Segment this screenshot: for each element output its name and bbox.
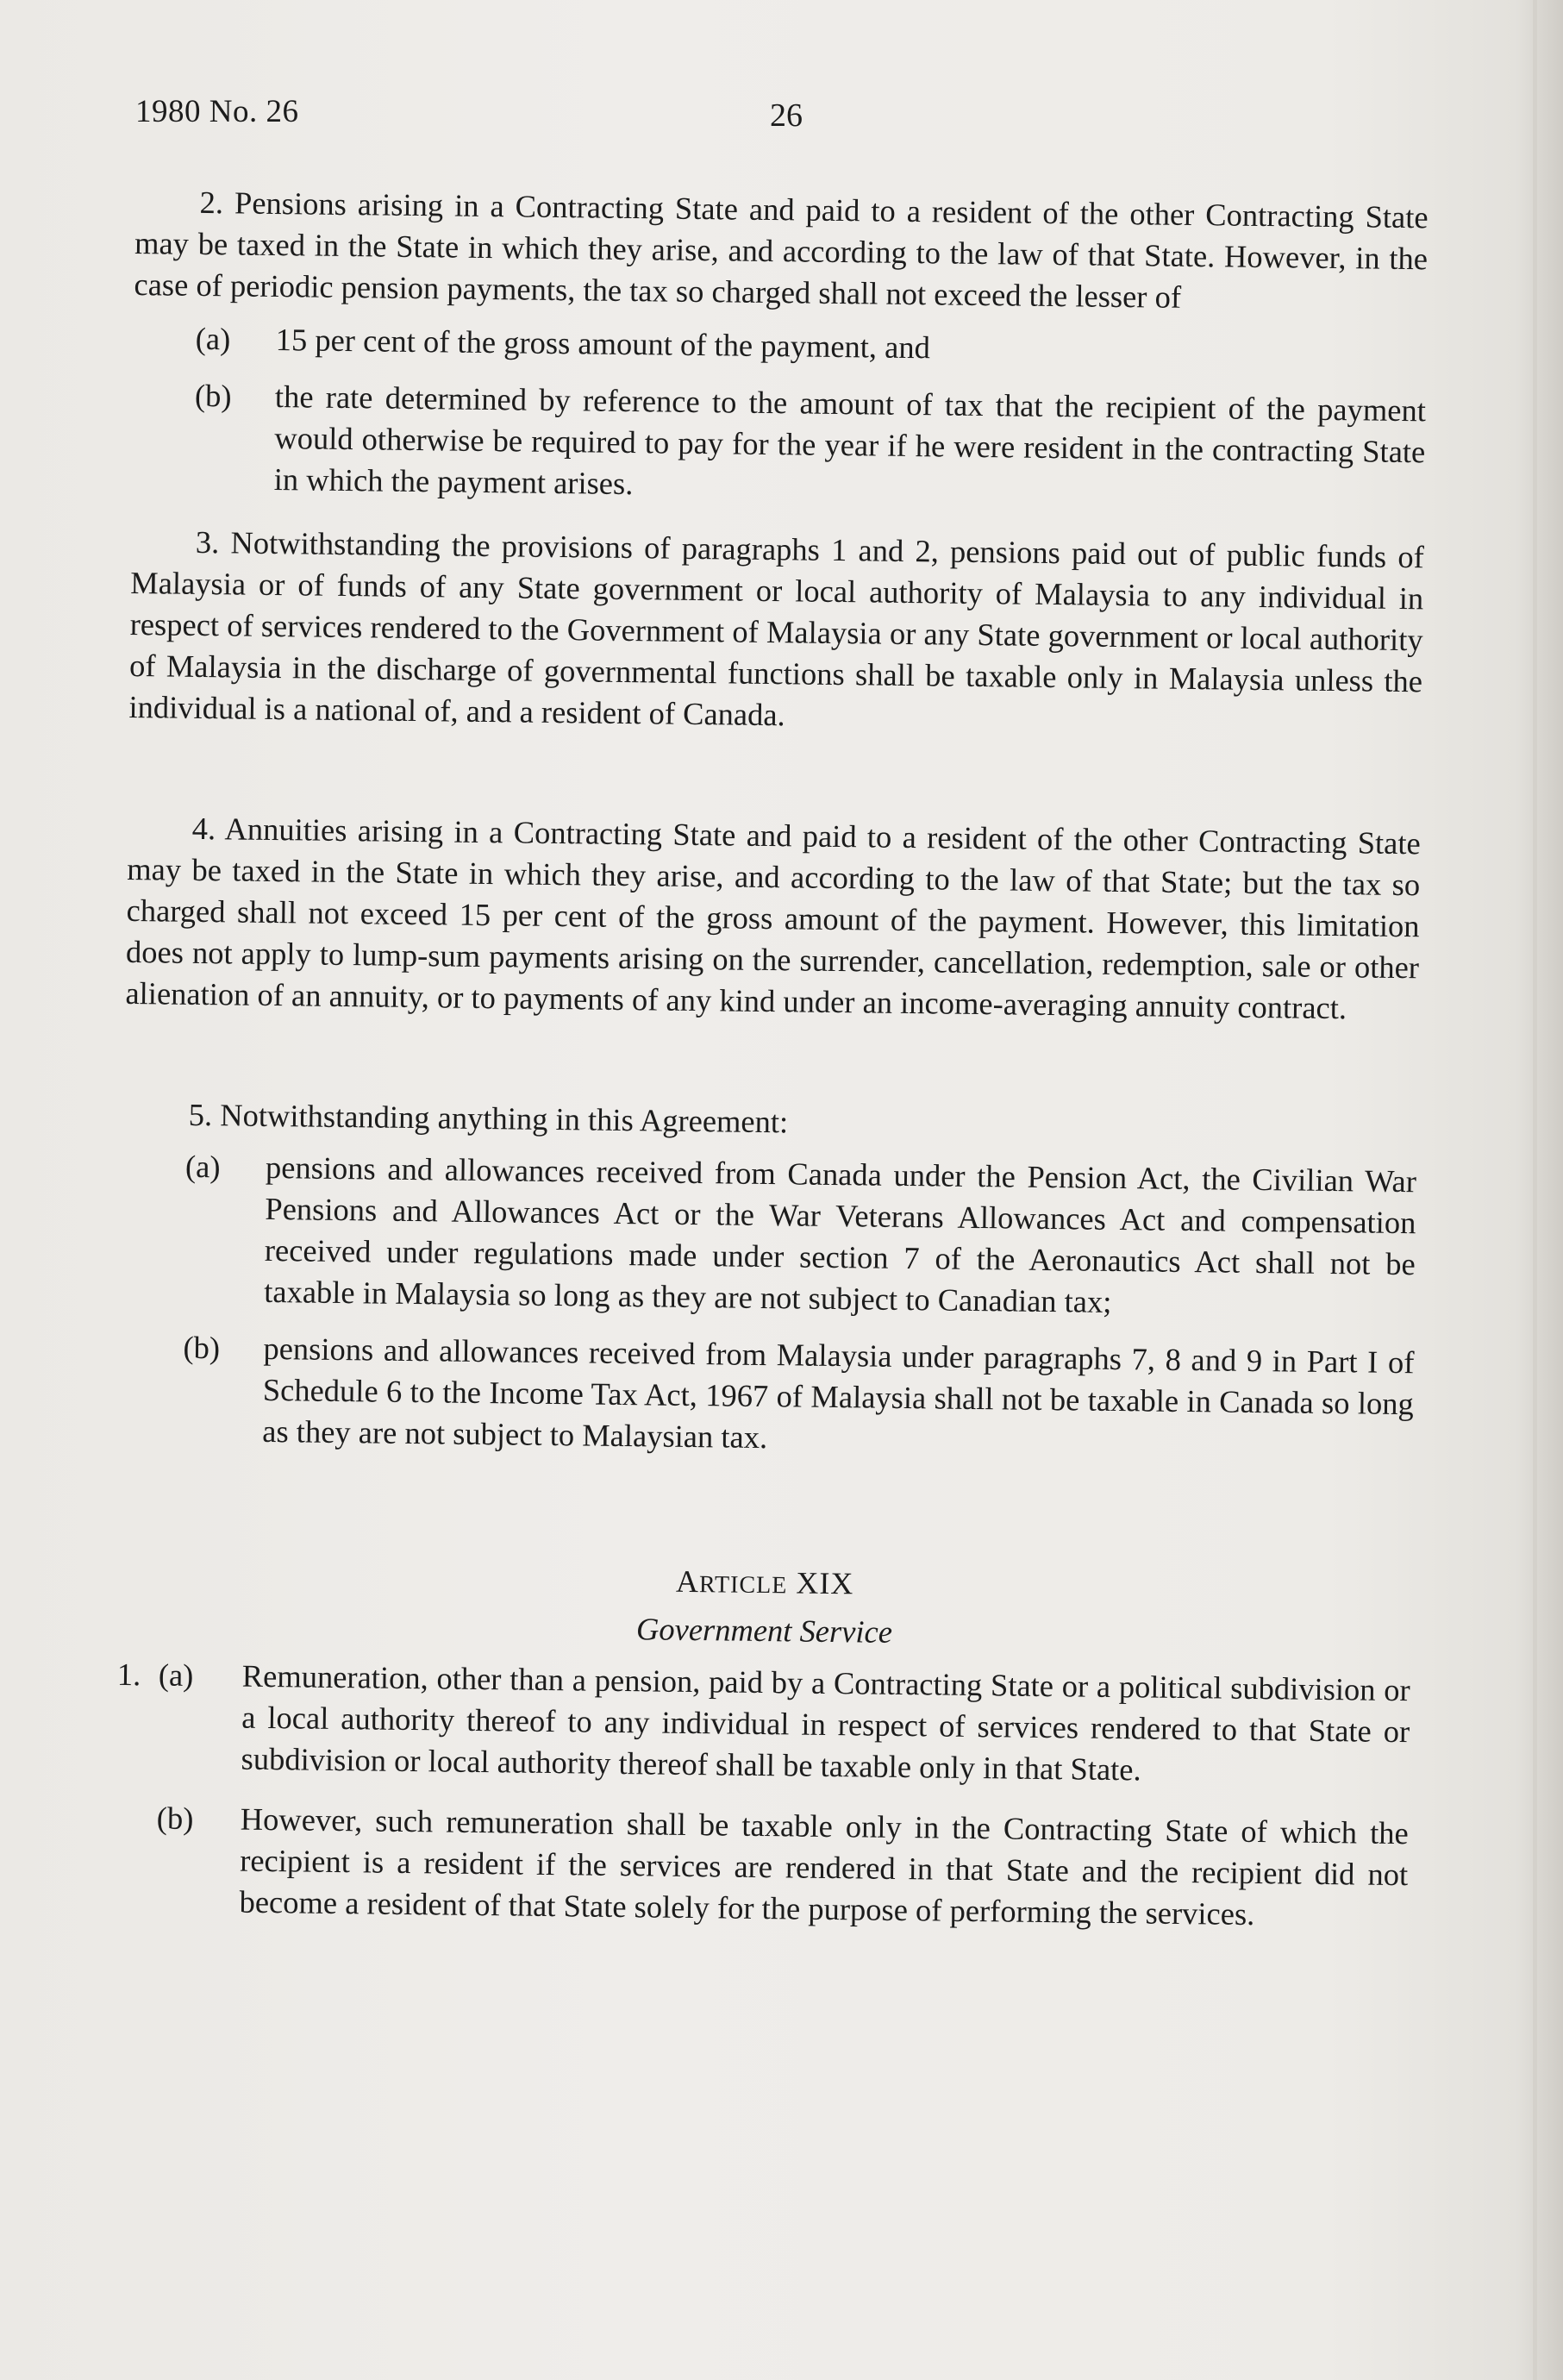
page-number: 26: [770, 97, 803, 134]
article-heading-initial: A: [675, 1563, 700, 1600]
article-heading-word: RTICLE: [698, 1571, 788, 1600]
paragraph-5-item-b: [120, 1326, 1415, 1466]
article-subtitle: Government Service: [635, 1611, 893, 1650]
paragraph-2-item-b: [132, 374, 1427, 514]
paragraph-5-item-a: [122, 1145, 1416, 1326]
item-label: (a): [158, 1657, 194, 1693]
item-label: (b): [183, 1329, 221, 1366]
item-text: the rate determined by reference to the amount of tax that the recipient of the payment would otherwise be required to pay for the year if he were resident in the contracting State in which the payment arises.: [273, 378, 1427, 502]
item-text: 15 per cent of the gross amount of the payment, and: [275, 322, 931, 366]
page-binding-edge: [1533, 0, 1537, 2380]
item-text: pensions and allowances received from Canada under the Pension Act, the Civilian War Pensions and Allowances Act or the War Veterans Allowances Act and compensation received under regulations made under section 7 of the Aeronautics Act shall not be taxable in Malaysia so long as they are not subject to Canadian tax;: [264, 1149, 1417, 1319]
article-item-number: 1.: [116, 1656, 141, 1693]
article-number: XIX: [796, 1565, 854, 1601]
item-text: However, such remuneration shall be taxable only in the Contracting State of which the recipient is a resident if the services are rendered in that State and the recipient did not become a resident of that State solely for the purpose of performing the services.: [239, 1801, 1409, 1932]
paragraph-2: 2. Pensions arising in a Contracting State and paid to a resident of the other Contracting State may be taxed in the State in which they arise, and according to the law of that State. However, in the case of periodic pension payments, the tax so charged shall not exceed the lesser of: [134, 184, 1429, 315]
item-label: (a): [195, 320, 231, 357]
item-label: (a): [184, 1148, 221, 1185]
paragraph-5: 5. Notwithstanding anything in this Agreement:: [188, 1096, 789, 1140]
document-body: [114, 181, 1429, 1956]
item-label: (b): [156, 1800, 194, 1836]
item-label: (b): [194, 377, 232, 414]
item-text: Remuneration, other than a pension, paid by a Contracting State or a political subdivision or a local authority thereof to any individual in respect of services rendered to that State or subdivision or local authority thereof shall be taxable only in that State.: [241, 1657, 1410, 1788]
article-item-1b: [114, 1797, 1409, 1937]
article-item-1a: [116, 1654, 1410, 1794]
statute-reference: 1980 No. 26: [135, 94, 299, 129]
item-text: pensions and allowances received from Malaysia under paragraphs 7, 8 and 9 in Part I of Schedule 6 to the Income Tax Act, 1967 of Malaysia shall not be taxable in Canada so long as they are not subject to Malaysian tax.: [262, 1330, 1415, 1456]
paragraph-3: 3. Notwithstanding the provisions of paragraphs 1 and 2, pensions paid out of public funds of Malaysia or of funds of any State government or local authority of Malaysia to any individual in respect of services rendered to the Government of Malaysia or any State government or local authority of Malaysia in the discharge of governmental functions shall be taxable only in Malaysia unless the individual is a national of, and a resident of Canada.: [128, 523, 1425, 733]
paragraph-2-item-a: [133, 317, 1426, 374]
paragraph-4: 4. Annuities arising in a Contracting State and paid to a resident of the other Contracting State may be taxed in the State in which they arise, and according to the law of that State; but the tax so charged shall not exceed 15 per cent of the gross amount of the payment. However, this limitation does not apply to lump-sum payments arising on the surrender, cancellation, redemption, sale or other alienation of an annuity, or to payments of any kind under an income-averaging annuity contract.: [125, 810, 1421, 1026]
